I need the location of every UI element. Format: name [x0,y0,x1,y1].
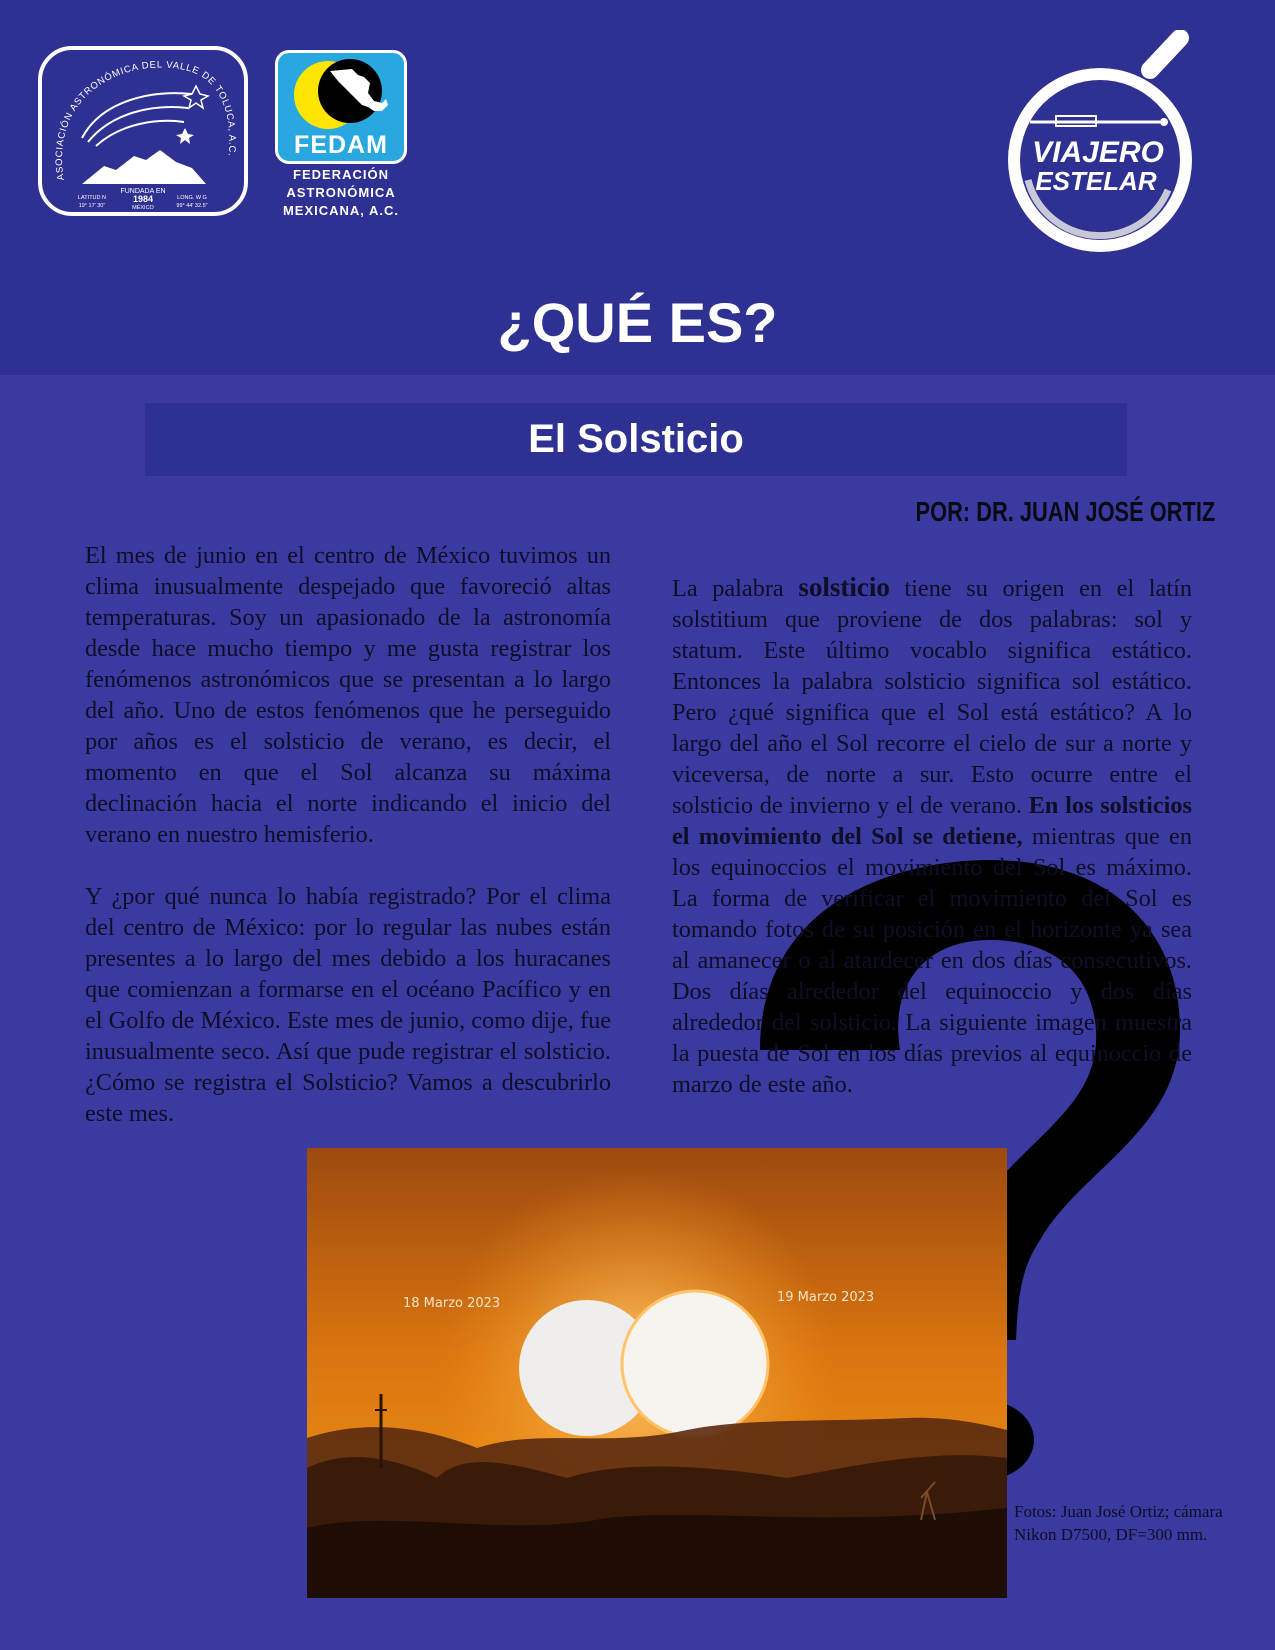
fedam-line-3: MEXICANA, A.C. [282,203,400,218]
left-paragraph-2: Y ¿por qué nunca lo había registrado? Por el clima del centro de México: por lo regular las nubes están presentes a lo largo del mes debido a los huracanes que comienzan a formarse en el océano Pacífico y en el Golfo de México. Este mes de junio, como dije, fue inusualmente seco. Así que pude registrar el solsticio. ¿Cómo se registra el Solsticio? Vamos a descubrirlo este mes. [85,883,611,1127]
right-text-1: La palabra [672,575,799,602]
left-column [85,540,611,1129]
photo-label-19-marzo: 19 Marzo 2023 [777,1290,875,1305]
sun-disc-right [622,1291,768,1437]
comet-and-volcano-icon [42,50,244,212]
svg-text:19° 17' 30": 19° 17' 30" [78,203,106,209]
page-title: ¿QUÉ ES? [497,291,778,354]
svg-text:MÉXICO: MÉXICO [132,205,154,211]
right-text-3: mientras que en los equinoccios el movimiento del Sol es máximo. La forma de verificar el movimiento del Sol es tomando fotos de su posición en el horizonte ya sea al amanecer o al atardecer en dos días consecutivos. Dos días alrededor del equinoccio y dos días alrededor del solsticio. La siguiente imagen muestra la puesta de Sol en los días previos al equinoccio de marzo de este año. [672,823,1192,1098]
right-text-2: tiene su origen en el latín solstitium que proviene de dos palabras: sol y statum. Este último vocablo significa estático. Entonces la palabra solsticio significa sol estático. Pero ¿qué significa que el Sol está estático? A lo largo del año el Sol recorre el cielo de sur a norte y viceversa, de norte a sur. Esto ocurre entre el solsticio de invierno y el de verano. [672,575,1192,819]
fedam-badge [275,50,407,164]
telescope-magnifier-icon [1000,30,1220,260]
photo-credit: Fotos: Juan José Ortiz; cámara Nikon D7500, DF=300 mm. [1014,1502,1223,1544]
fedam-logo [275,50,407,222]
fedam-line-1: FEDERACIÓN [293,167,389,182]
svg-text:LATITUD N: LATITUD N [77,195,107,201]
right-paragraph [672,572,1192,1100]
keyword-solsticio: solsticio [798,572,890,602]
right-column [672,572,1192,1100]
photo-label-18-marzo: 18 Marzo 2023 [403,1296,501,1311]
svg-text:99° 44' 32.5": 99° 44' 32.5" [176,203,208,209]
viajero-estelar-logo [1000,30,1220,260]
article-subtitle: El Solsticio [145,403,1127,476]
svg-text:LONG. W G: LONG. W G [177,195,207,201]
fedam-abbr: FEDAM [294,131,388,159]
svg-text:ASOCIACIÓN ASTRONÓMICA DEL VAL: ASOCIACIÓN ASTRONÓMICA DEL VALLE DE TOLUCA, A.C. [53,59,238,182]
mexico-map-moon-icon [278,53,404,133]
svg-text:1984: 1984 [132,194,154,204]
svg-text:FUNDADA EN: FUNDADA EN [120,188,166,195]
sunset-scene [307,1148,1007,1598]
sunset-photo [307,1148,1007,1598]
svg-text:ESTELAR: ESTELAR [1035,166,1157,196]
fedam-line-2: ASTRONÓMICA [286,185,396,200]
fedam-fullname [265,166,417,220]
author-byline: POR: DR. JUAN JOSÉ ORTIZ [915,496,1215,527]
right-bold-statement: En los solsticios el movimiento del Sol se detiene, [672,792,1192,850]
left-paragraph-1: El mes de junio en el centro de México tuvimos un clima inusualmente despejado que favoreció altas temperaturas. Soy un apasionado de la astronomía desde hace mucho tiempo y me gusta registrar los fenómenos astronómicos que se presentan a lo largo del año. Uno de estos fenómenos que he perseguido por años es el solsticio de verano, es decir, el momento en que el Sol alcanza su máxima declinación hacia el norte indicando el inicio del verano en nuestro hemisferio. [85,542,611,848]
avt-logo [38,46,248,216]
svg-text:VIAJERO: VIAJERO [1032,136,1164,169]
